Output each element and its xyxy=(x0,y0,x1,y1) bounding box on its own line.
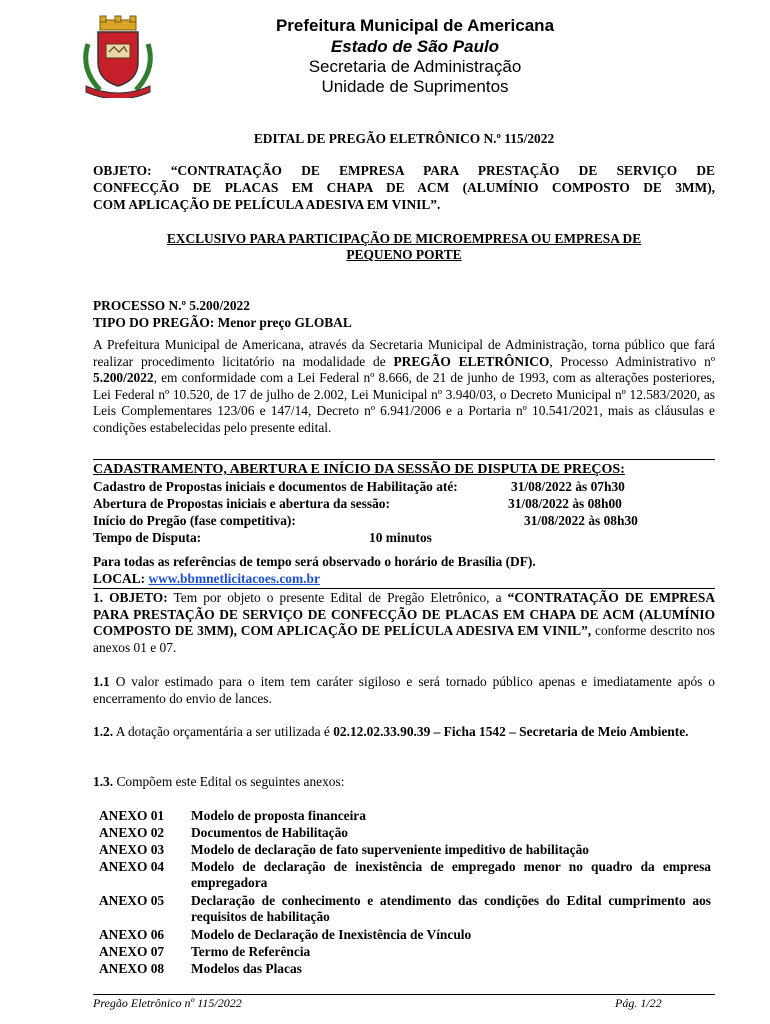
annex-description: Declaração de conhecimento e atendimento das condições do Edital cumprimento aos requisitos de habilitação xyxy=(191,893,711,925)
tipo-pregao xyxy=(93,315,715,331)
section-1-3-text: Compõem este Edital os seguintes anexos: xyxy=(113,774,345,789)
annex-code: ANEXO 02 xyxy=(99,825,165,840)
section-1-2-dotacao: 02.12.02.33.90.39 – Ficha 1542 – Secretaria de Meio Ambiente. xyxy=(333,724,689,739)
section-1-3 xyxy=(93,774,715,791)
exclusivo-line-2: PEQUENO PORTE xyxy=(346,247,462,262)
unit-name: Unidade de Suprimentos xyxy=(321,77,509,96)
cadastro-row xyxy=(93,513,715,529)
section-1-objeto-text: “CONTRATAÇÃO DE EMPRESA PARA PRESTAÇÃO DE SERVIÇO DE CONFECÇÃO DE PLACAS EM CHAPA DE ACM (ALUMÍNIO COMPOSTO DE 3MM), COM APLICAÇÃO DE PELÍCULA ADESIVA EM VINIL”, xyxy=(93,590,716,639)
cadastro-row xyxy=(93,479,715,495)
annex-code: ANEXO 08 xyxy=(99,961,165,976)
annex-code: ANEXO 07 xyxy=(99,944,165,959)
annex-code: ANEXO 03 xyxy=(99,842,165,857)
annex-description: Modelo de Declaração de Inexistência de Vínculo xyxy=(191,927,472,942)
cadastro-title: CADASTRAMENTO, ABERTURA E INÍCIO DA SESSÃO DE DISPUTA DE PREÇOS: xyxy=(93,462,625,477)
section-1-1-text: O valor estimado para o item tem caráter sigiloso e será tornado público apenas e imediatamente após o encerramento do envio de lances. xyxy=(93,674,715,706)
cadastro-row-label: Abertura de Propostas iniciais e abertura da sessão: xyxy=(93,496,390,511)
section-1-1-number: 1.1 xyxy=(93,674,110,689)
cadastro-row-value: 31/08/2022 às 07h30 xyxy=(511,479,625,494)
cadastro-row-label: Início do Pregão (fase competitiva): xyxy=(93,513,296,528)
section-1-3-number: 1.3. xyxy=(93,774,114,789)
objeto-line-3: COM APLICAÇÃO DE PELÍCULA ADESIVA EM VINIL”. xyxy=(93,197,441,212)
section-1-objeto xyxy=(93,590,715,656)
department-name: Secretaria de Administração xyxy=(308,57,522,76)
cadastro-row-value: 31/08/2022 às 08h30 xyxy=(524,513,638,528)
local-line xyxy=(93,571,715,587)
intro-text-1: A Prefeitura Municipal de Americana, através da Secretaria Municipal de Administração, torna público que fará realizar procedimento licitatório na modalidade de xyxy=(93,337,715,369)
section-1-1 xyxy=(93,674,715,707)
section-1-text-1: Tem por objeto o presente Edital de Pregão Eletrônico, a xyxy=(167,590,508,605)
objeto-line-2: CONFECÇÃO DE PLACAS EM CHAPA DE ACM (ALUMÍNIO COMPOSTO DE 3MM), xyxy=(93,180,715,195)
annex-description: Modelo de declaração de inexistência de empregado menor no quadro da empresa empregadora xyxy=(191,859,711,891)
cadastro-row-label: Tempo de Disputa: xyxy=(93,530,202,545)
annex-description: Modelo de proposta financeira xyxy=(191,808,366,823)
footer-divider xyxy=(93,994,715,995)
cadastro-row-value: 31/08/2022 às 08h00 xyxy=(508,496,622,511)
footer-page-number: Pág. 1/22 xyxy=(615,996,662,1010)
intro-modalidade: PREGÃO ELETRÔNICO xyxy=(393,353,550,369)
intro-text-2: , Processo Administrativo nº xyxy=(549,353,715,369)
processo-number: PROCESSO N.º 5.200/2022 xyxy=(93,298,250,313)
edital-title: EDITAL DE PREGÃO ELETRÔNICO N.º 115/2022 xyxy=(253,131,555,146)
state-name: Estado de São Paulo xyxy=(330,37,500,56)
annex-description: Modelos das Placas xyxy=(191,961,302,976)
annex-code: ANEXO 01 xyxy=(99,808,165,823)
section-1-heading: 1. OBJETO: xyxy=(93,590,168,605)
cadastro-row-label: Cadastro de Propostas iniciais e documentos de Habilitação até: xyxy=(93,479,458,494)
intro-text-3: , em conformidade com a Lei Federal nº 8.666, de 21 de junho de 1993, com as alterações posteriores, Lei Federal nº 10.520, de 17 de julho de 2.002, Lei Municipal nº 3.940/03, o Decreto Municipal nº 12.583/2020, as Leis Complementares 123/06 e 147/14, Decreto nº 6.941/2006 e a Portaria nº 10.541/2021, mais as cláusulas e condições estabelecidas pelo presente edital. xyxy=(93,370,715,435)
bbmnet-link[interactable]: www.bbmnetlicitacoes.com.br xyxy=(148,571,320,586)
exclusivo-line-1: EXCLUSIVO PARA PARTICIPAÇÃO DE MICROEMPRESA OU EMPRESA DE xyxy=(166,231,642,246)
brasilia-time-note: Para todas as referências de tempo será observado o horário de Brasília (DF). xyxy=(93,554,536,569)
objeto-line-1: OBJETO: “CONTRATAÇÃO DE EMPRESA PARA PRESTAÇÃO DE SERVIÇO DE xyxy=(93,163,715,178)
cadastro-row xyxy=(93,496,715,512)
section-1-2-text: A dotação orçamentária a ser utilizada é xyxy=(113,724,334,739)
footer-edital-ref: Pregão Eletrônico nº 115/2022 xyxy=(93,996,242,1010)
section-1-2-number: 1.2. xyxy=(93,724,114,739)
intro-processo: 5.200/2022 xyxy=(93,370,154,386)
annex-description: Documentos de Habilitação xyxy=(191,825,348,840)
local-label: LOCAL: xyxy=(93,571,149,586)
section-divider xyxy=(93,459,715,460)
tipo-pregao-value: : Menor preço GLOBAL xyxy=(209,315,352,330)
annex-description: Termo de Referência xyxy=(191,944,311,959)
annex-code: ANEXO 04 xyxy=(99,859,165,874)
organization-name: Prefeitura Municipal de Americana xyxy=(275,16,555,35)
tipo-pregao-label: TIPO DO PREGÃO xyxy=(93,315,210,330)
cadastro-row-value: 10 minutos xyxy=(369,530,432,545)
annex-description: Modelo de declaração de fato superveniente impeditivo de habilitação xyxy=(191,842,589,857)
annex-code: ANEXO 06 xyxy=(99,927,165,942)
section-1-2 xyxy=(93,724,715,741)
cadastro-row xyxy=(93,530,715,546)
intro-paragraph xyxy=(93,337,715,437)
annex-code: ANEXO 05 xyxy=(99,893,165,908)
section-1-text-2: conforme descrito nos anexos 01 e 07. xyxy=(93,623,715,655)
municipal-crest-icon xyxy=(78,14,158,98)
section-divider xyxy=(93,588,715,589)
